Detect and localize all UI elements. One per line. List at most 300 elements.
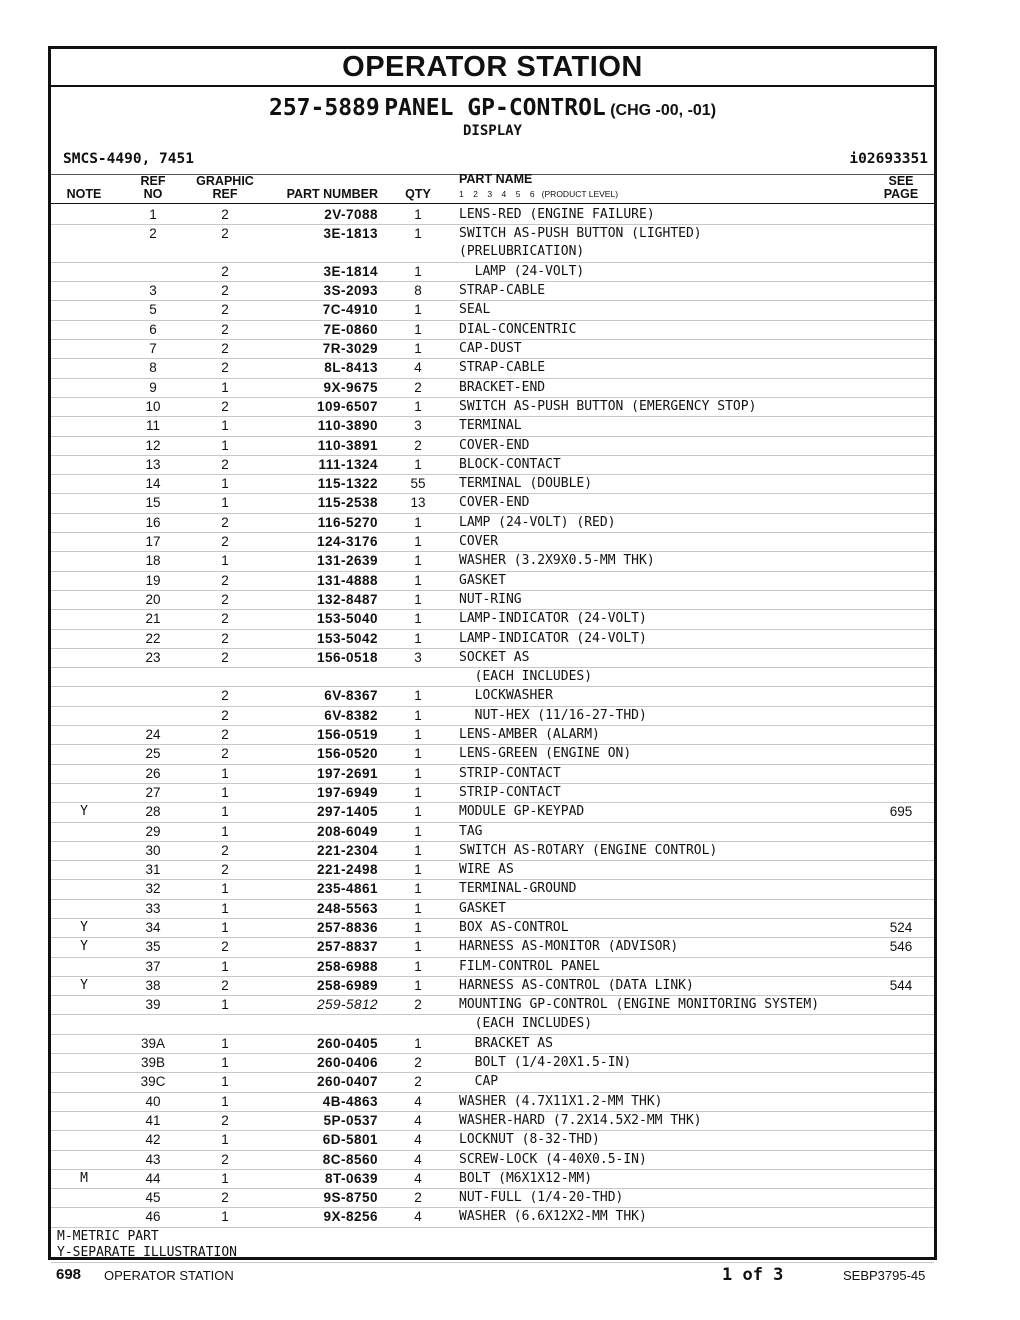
table-row xyxy=(51,745,934,764)
part-number-cell: 258-6989 xyxy=(316,977,378,993)
part-name-cell: WASHER-HARD (7.2X14.5X2-MM THK) xyxy=(459,1112,702,1128)
footer-doc-id: SEBP3795-45 xyxy=(843,1268,926,1283)
graphic-ref-cell: 1 xyxy=(221,495,229,511)
part-number-cell: 115-1322 xyxy=(317,476,378,492)
part-number-cell: 7R-3029 xyxy=(322,341,378,357)
ref-no-cell: 12 xyxy=(145,437,161,453)
part-name-cell: LOCKNUT (8-32-THD) xyxy=(459,1132,600,1148)
graphic-ref-cell: 2 xyxy=(221,842,229,858)
qty-cell: 1 xyxy=(414,746,422,762)
ref-no-cell: 33 xyxy=(145,900,161,916)
graphic-ref-cell: 2 xyxy=(221,534,229,550)
part-number-cell: 3E-1814 xyxy=(323,263,378,279)
part-number-cell: 116-5270 xyxy=(317,514,378,530)
table-row xyxy=(51,1093,934,1112)
part-number-cell: 235-4861 xyxy=(316,881,378,897)
qty-cell: 1 xyxy=(414,958,422,974)
footer-section: OPERATOR STATION xyxy=(104,1268,234,1283)
part-name-cell: SEAL xyxy=(459,302,491,318)
table-row xyxy=(51,398,934,417)
ref-no-cell: 44 xyxy=(145,1170,161,1186)
ref-no-cell: 39C xyxy=(140,1074,166,1090)
qty-cell: 1 xyxy=(414,842,422,858)
qty-cell: 1 xyxy=(414,977,422,993)
qty-cell: 55 xyxy=(410,476,426,492)
ref-no-cell: 46 xyxy=(145,1209,161,1225)
part-number-cell: 156-0518 xyxy=(316,649,378,665)
part-number-cell: 8T-0639 xyxy=(324,1170,378,1186)
graphic-ref-cell: 2 xyxy=(221,207,229,222)
part-name-cell: SCREW-LOCK (4-40X0.5-IN) xyxy=(459,1151,647,1167)
ref-no-cell: 11 xyxy=(145,418,160,434)
table-row xyxy=(51,1054,934,1073)
table-row xyxy=(51,610,934,629)
part-number-cell: 248-5563 xyxy=(316,900,378,916)
table-row xyxy=(51,668,934,687)
part-name-cell: HARNESS AS-MONITOR (ADVISOR) xyxy=(459,939,679,955)
ref-no-cell: 19 xyxy=(145,572,161,588)
part-number-cell: 297-1405 xyxy=(316,804,378,820)
part-name-cell: MODULE GP-KEYPAD xyxy=(459,804,585,820)
graphic-ref-cell: 2 xyxy=(221,263,229,279)
graphic-ref-cell: 1 xyxy=(221,1170,229,1186)
ref-no-cell: 3 xyxy=(149,283,157,299)
part-number-cell: 208-6049 xyxy=(316,823,378,839)
part-name-cell: STRIP-CONTACT xyxy=(459,765,561,781)
table-row xyxy=(51,842,934,861)
smcs-code: SMCS-4490, 7451 xyxy=(63,151,194,167)
part-name-cell: TERMINAL (DOUBLE) xyxy=(459,476,593,492)
part-name-cell: TAG xyxy=(459,823,483,839)
page-title: OPERATOR STATION xyxy=(51,49,934,87)
group-part-number: 257-5889 xyxy=(268,95,380,121)
ref-no-cell: 14 xyxy=(145,476,161,492)
part-number-cell: 6D-5801 xyxy=(322,1132,378,1148)
qty-cell: 4 xyxy=(414,1151,422,1167)
qty-cell: 2 xyxy=(414,379,422,395)
qty-cell: 2 xyxy=(414,997,422,1013)
table-row xyxy=(51,552,934,571)
graphic-ref-cell: 2 xyxy=(221,591,229,607)
table-row xyxy=(51,417,934,436)
qty-cell: 1 xyxy=(414,630,422,646)
table-row xyxy=(51,900,934,919)
graphic-ref-cell: 1 xyxy=(221,1093,229,1109)
graphic-ref-cell: 1 xyxy=(221,997,229,1013)
qty-cell: 1 xyxy=(414,553,422,569)
part-name-cell: COVER-END xyxy=(459,437,530,453)
part-name-cell: TERMINAL xyxy=(459,418,522,434)
graphic-ref-cell: 1 xyxy=(221,379,229,395)
table-row xyxy=(51,572,934,591)
ref-no-cell: 24 xyxy=(145,727,161,743)
table-row xyxy=(51,301,934,320)
part-name-cell: STRAP-CABLE xyxy=(459,283,546,299)
part-number-cell: 258-6988 xyxy=(316,958,378,974)
graphic-ref-cell: 1 xyxy=(221,437,229,453)
table-row xyxy=(51,1151,934,1170)
col-part-name: PART NAME xyxy=(459,172,533,186)
part-name-cell: MOUNTING GP-CONTROL (ENGINE MONITORING SYSTEM) xyxy=(459,997,820,1013)
ref-no-cell: 17 xyxy=(145,534,161,550)
table-row xyxy=(51,707,934,726)
ref-no-cell: 1 xyxy=(149,207,157,222)
part-name-cell: NUT-HEX (11/16-27-THD) xyxy=(459,707,647,723)
qty-cell: 13 xyxy=(410,495,426,511)
qty-cell: 3 xyxy=(414,649,422,665)
part-name-cell: BOX AS-CONTROL xyxy=(459,919,569,935)
ref-no-cell: 8 xyxy=(149,360,157,376)
part-name-cell: SOCKET AS xyxy=(459,649,530,665)
qty-cell: 1 xyxy=(414,862,422,878)
col-qty: QTY xyxy=(405,187,431,201)
qty-cell: 1 xyxy=(414,727,422,743)
table-row xyxy=(51,958,934,977)
part-name-cell: BOLT (M6X1X12-MM) xyxy=(459,1170,593,1186)
graphic-ref-cell: 2 xyxy=(221,302,229,318)
qty-cell: 1 xyxy=(414,572,422,588)
part-number-cell: 197-6949 xyxy=(316,784,378,800)
table-row xyxy=(51,1073,934,1092)
graphic-ref-cell: 1 xyxy=(221,1209,229,1225)
table-row xyxy=(51,726,934,745)
ref-no-cell: 18 xyxy=(145,553,161,569)
part-name-cell: GASKET xyxy=(459,900,506,916)
ref-no-cell: 26 xyxy=(145,765,161,781)
qty-cell: 1 xyxy=(414,919,422,935)
ref-no-cell: 10 xyxy=(145,398,161,414)
ref-no-cell: 23 xyxy=(145,649,161,665)
graphic-ref-cell: 2 xyxy=(221,456,229,472)
qty-cell: 1 xyxy=(414,514,422,530)
qty-cell: 1 xyxy=(414,611,422,627)
qty-cell: 1 xyxy=(414,900,422,916)
part-number-cell: 6V-8382 xyxy=(324,707,378,723)
part-name-cell: STRIP-CONTACT xyxy=(459,784,561,800)
part-number-cell: 260-0405 xyxy=(316,1035,378,1051)
graphic-ref-cell: 2 xyxy=(221,1190,229,1206)
ref-no-cell: 9 xyxy=(149,379,157,395)
part-number-cell: 5P-0537 xyxy=(323,1112,378,1128)
qty-cell: 1 xyxy=(414,302,422,318)
col-graphic-top: GRAPHIC xyxy=(196,174,254,188)
part-name-cell: TERMINAL-GROUND xyxy=(459,881,577,897)
ref-no-cell: 21 xyxy=(145,611,161,627)
table-row xyxy=(51,687,934,706)
graphic-ref-cell: 2 xyxy=(221,321,229,337)
part-number-cell: 153-5042 xyxy=(316,630,378,646)
part-number-cell: 2V-7088 xyxy=(324,207,378,222)
graphic-ref-cell: 1 xyxy=(221,1055,229,1071)
part-name-cell: CAP-DUST xyxy=(459,341,522,357)
table-row xyxy=(51,861,934,880)
illustration-id: i02693351 xyxy=(849,151,928,167)
part-number-cell: 131-2639 xyxy=(316,553,378,569)
note-cell: Y xyxy=(80,977,88,993)
qty-cell: 1 xyxy=(414,881,422,897)
part-name-cell: WIRE AS xyxy=(459,862,514,878)
part-number-cell: 124-3176 xyxy=(316,534,378,550)
col-see-top: SEE xyxy=(888,174,914,188)
graphic-ref-cell: 2 xyxy=(221,746,229,762)
table-row xyxy=(51,803,934,822)
ref-no-cell: 42 xyxy=(145,1132,161,1148)
qty-cell: 2 xyxy=(414,1055,422,1071)
graphic-ref-cell: 1 xyxy=(221,784,229,800)
part-name-cell: LOCKWASHER xyxy=(459,688,553,704)
qty-cell: 4 xyxy=(414,1209,422,1225)
qty-cell: 1 xyxy=(414,804,422,820)
part-name-cell: BOLT (1/4-20X1.5-IN) xyxy=(459,1055,632,1071)
graphic-ref-cell: 1 xyxy=(221,900,229,916)
part-name-cell: COVER xyxy=(459,534,499,550)
ref-no-cell: 15 xyxy=(145,495,161,511)
qty-cell: 1 xyxy=(414,456,422,472)
graphic-ref-cell: 2 xyxy=(221,727,229,743)
graphic-ref-cell: 1 xyxy=(221,765,229,781)
note-cell: Y xyxy=(80,939,88,955)
part-name-cell: GASKET xyxy=(459,572,506,588)
note-cell: Y xyxy=(80,919,88,935)
part-name-cell: LAMP-INDICATOR (24-VOLT) xyxy=(459,630,647,646)
col-see-bottom: PAGE xyxy=(883,187,919,201)
graphic-ref-cell: 1 xyxy=(221,919,229,935)
part-name-cell: (EACH INCLUDES) xyxy=(459,1016,593,1032)
see-page-cell: 546 xyxy=(889,939,913,955)
graphic-ref-cell: 1 xyxy=(221,1035,229,1051)
table-row xyxy=(51,996,934,1015)
ref-no-cell: 37 xyxy=(145,958,161,974)
part-name-cell: LAMP-INDICATOR (24-VOLT) xyxy=(459,611,647,627)
table-row xyxy=(51,225,934,263)
group-header xyxy=(51,87,934,202)
part-name-cell: SWITCH AS-ROTARY (ENGINE CONTROL) xyxy=(459,842,718,858)
ref-no-cell: 45 xyxy=(145,1190,161,1206)
part-name-cell: SWITCH AS-PUSH BUTTON (LIGHTED) xyxy=(459,226,702,242)
col-graphic-bottom: REF xyxy=(212,187,238,201)
col-ref-bottom: NO xyxy=(143,187,163,201)
ref-no-cell: 35 xyxy=(145,939,161,955)
ref-no-cell: 2 xyxy=(149,226,157,242)
part-name-cell: FILM-CONTROL PANEL xyxy=(459,958,600,974)
qty-cell: 1 xyxy=(414,707,422,723)
part-number-cell: 131-4888 xyxy=(316,572,378,588)
legend xyxy=(51,1228,934,1263)
graphic-ref-cell: 1 xyxy=(221,804,229,820)
part-name-cell: BRACKET-END xyxy=(459,379,546,395)
group-title-line xyxy=(51,95,934,121)
see-page-cell: 695 xyxy=(889,804,913,820)
ref-no-cell: 27 xyxy=(145,784,161,800)
graphic-ref-cell: 1 xyxy=(221,958,229,974)
qty-cell: 1 xyxy=(414,784,422,800)
graphic-ref-cell: 2 xyxy=(221,611,229,627)
graphic-ref-cell: 2 xyxy=(221,283,229,299)
table-row xyxy=(51,1189,934,1208)
part-name-cell: LAMP (24-VOLT) xyxy=(459,263,585,279)
table-row xyxy=(51,263,934,282)
qty-cell: 4 xyxy=(414,1112,422,1128)
part-name-cell: WASHER (3.2X9X0.5-MM THK) xyxy=(459,553,655,569)
qty-cell: 1 xyxy=(414,765,422,781)
graphic-ref-cell: 1 xyxy=(221,553,229,569)
ref-no-cell: 43 xyxy=(145,1151,161,1167)
part-name-cell: DIAL-CONCENTRIC xyxy=(459,321,577,337)
graphic-ref-cell: 2 xyxy=(221,939,229,955)
part-number-cell: 259-5812 xyxy=(316,997,378,1013)
ref-no-cell: 32 xyxy=(145,881,161,897)
part-name-cell: WASHER (4.7X11X1.2-MM THK) xyxy=(459,1093,663,1109)
table-row xyxy=(51,630,934,649)
table-row xyxy=(51,823,934,842)
ref-no-cell: 40 xyxy=(145,1093,161,1109)
part-name-cell: NUT-RING xyxy=(459,591,522,607)
part-number-cell: 109-6507 xyxy=(316,398,378,414)
parts-table xyxy=(51,206,934,1263)
part-name-cell: WASHER (6.6X12X2-MM THK) xyxy=(459,1209,647,1225)
graphic-ref-cell: 1 xyxy=(221,476,229,492)
column-header xyxy=(51,174,934,204)
note-cell: Y xyxy=(80,804,88,820)
table-row xyxy=(51,475,934,494)
graphic-ref-cell: 2 xyxy=(221,977,229,993)
graphic-ref-cell: 2 xyxy=(221,862,229,878)
table-row xyxy=(51,206,934,225)
col-part-number: PART NUMBER xyxy=(286,187,378,201)
part-number-cell: 9X-9675 xyxy=(323,379,378,395)
part-number-cell: 221-2304 xyxy=(316,842,378,858)
ref-no-cell: 13 xyxy=(145,456,161,472)
group-part-title: PANEL GP-CONTROL xyxy=(384,95,606,121)
ref-no-cell: 22 xyxy=(145,630,161,646)
part-name-cell: HARNESS AS-CONTROL (DATA LINK) xyxy=(459,977,694,993)
part-number-cell: 9X-8256 xyxy=(323,1209,378,1225)
part-name-cell: COVER-END xyxy=(459,495,530,511)
table-row xyxy=(51,533,934,552)
qty-cell: 4 xyxy=(414,1170,422,1186)
graphic-ref-cell: 1 xyxy=(221,1132,229,1148)
part-name-cell: STRAP-CABLE xyxy=(459,360,546,376)
graphic-ref-cell: 2 xyxy=(221,360,229,376)
graphic-ref-cell: 2 xyxy=(221,649,229,665)
part-name-cell: LENS-GREEN (ENGINE ON) xyxy=(459,746,632,762)
part-number-cell: 132-8487 xyxy=(316,591,378,607)
change-level: (CHG -00, -01) xyxy=(610,102,717,119)
table-row xyxy=(51,938,934,957)
graphic-ref-cell: 2 xyxy=(221,572,229,588)
part-name-cell: LENS-AMBER (ALARM) xyxy=(459,727,600,743)
table-row xyxy=(51,880,934,899)
part-name-cell: LAMP (24-VOLT) (RED) xyxy=(459,514,616,530)
col-product-level: 1 2 3 4 5 6 (PRODUCT LEVEL) xyxy=(459,189,619,199)
part-name-cell: (EACH INCLUDES) xyxy=(459,669,593,685)
ref-no-cell: 39 xyxy=(145,997,161,1013)
see-page-cell: 524 xyxy=(889,919,913,935)
col-note: NOTE xyxy=(66,187,102,201)
part-number-cell: 6V-8367 xyxy=(324,688,378,704)
graphic-ref-cell: 2 xyxy=(221,514,229,530)
graphic-ref-cell: 2 xyxy=(221,398,229,414)
part-number-cell: 7C-4910 xyxy=(322,302,378,318)
footer-page-of: 1 of 3 xyxy=(722,1265,784,1285)
ref-no-cell: 31 xyxy=(145,862,161,878)
part-name-continuation: (PRELUBRICATION) xyxy=(459,244,585,260)
qty-cell: 2 xyxy=(414,1190,422,1206)
table-row xyxy=(51,340,934,359)
part-number-cell: 7E-0860 xyxy=(323,321,378,337)
table-row xyxy=(51,456,934,475)
graphic-ref-cell: 1 xyxy=(221,823,229,839)
table-row xyxy=(51,765,934,784)
part-number-cell: 156-0520 xyxy=(316,746,378,762)
part-name-cell: SWITCH AS-PUSH BUTTON (EMERGENCY STOP) xyxy=(459,398,757,414)
part-number-cell: 156-0519 xyxy=(316,727,378,743)
table-row xyxy=(51,919,934,938)
ref-no-cell: 41 xyxy=(145,1112,161,1128)
qty-cell: 8 xyxy=(414,283,422,299)
part-number-cell: 260-0407 xyxy=(316,1074,378,1090)
ref-no-cell: 5 xyxy=(149,302,157,318)
part-number-cell: 115-2538 xyxy=(317,495,378,511)
table-row xyxy=(51,282,934,301)
part-number-cell: 110-3890 xyxy=(317,418,378,434)
note-cell: M xyxy=(80,1170,88,1186)
part-number-cell: 257-8836 xyxy=(316,919,378,935)
table-row xyxy=(51,1112,934,1131)
qty-cell: 1 xyxy=(414,263,422,279)
ref-no-cell: 20 xyxy=(145,591,161,607)
ref-no-cell: 28 xyxy=(145,804,161,820)
graphic-ref-cell: 1 xyxy=(221,1074,229,1090)
qty-cell: 1 xyxy=(414,688,422,704)
legend-separate-illustration: Y-SEPARATE ILLUSTRATION xyxy=(57,1244,238,1260)
ref-no-cell: 39B xyxy=(140,1055,166,1071)
ref-no-cell: 29 xyxy=(145,823,161,839)
part-number-cell: 111-1324 xyxy=(318,456,378,472)
qty-cell: 3 xyxy=(414,418,422,434)
ref-no-cell: 16 xyxy=(145,514,161,530)
ref-no-cell: 38 xyxy=(145,977,161,993)
part-number-cell: 4B-4863 xyxy=(322,1093,378,1109)
graphic-ref-cell: 2 xyxy=(221,226,229,242)
table-row xyxy=(51,977,934,996)
qty-cell: 4 xyxy=(414,360,422,376)
graphic-ref-cell: 2 xyxy=(221,630,229,646)
ref-no-cell: 39A xyxy=(140,1035,166,1051)
graphic-ref-cell: 2 xyxy=(221,341,229,357)
table-row xyxy=(51,1170,934,1189)
part-number-cell: 9S-8750 xyxy=(323,1190,378,1206)
qty-cell: 1 xyxy=(414,321,422,337)
qty-cell: 2 xyxy=(414,437,422,453)
table-row xyxy=(51,514,934,533)
table-row xyxy=(51,591,934,610)
graphic-ref-cell: 1 xyxy=(221,881,229,897)
group-subtitle: DISPLAY xyxy=(462,123,522,139)
col-ref-top: REF xyxy=(140,174,166,188)
part-number-cell: 8L-8413 xyxy=(324,360,378,376)
qty-cell: 4 xyxy=(414,1093,422,1109)
part-name-cell: CAP xyxy=(459,1074,499,1090)
part-name-cell: BLOCK-CONTACT xyxy=(459,456,561,472)
table-row xyxy=(51,1131,934,1150)
qty-cell: 4 xyxy=(414,1132,422,1148)
ref-no-cell: 7 xyxy=(149,341,157,357)
graphic-ref-cell: 2 xyxy=(221,707,229,723)
qty-cell: 1 xyxy=(414,1035,422,1051)
table-row xyxy=(51,1035,934,1054)
graphic-ref-cell: 2 xyxy=(221,1151,229,1167)
